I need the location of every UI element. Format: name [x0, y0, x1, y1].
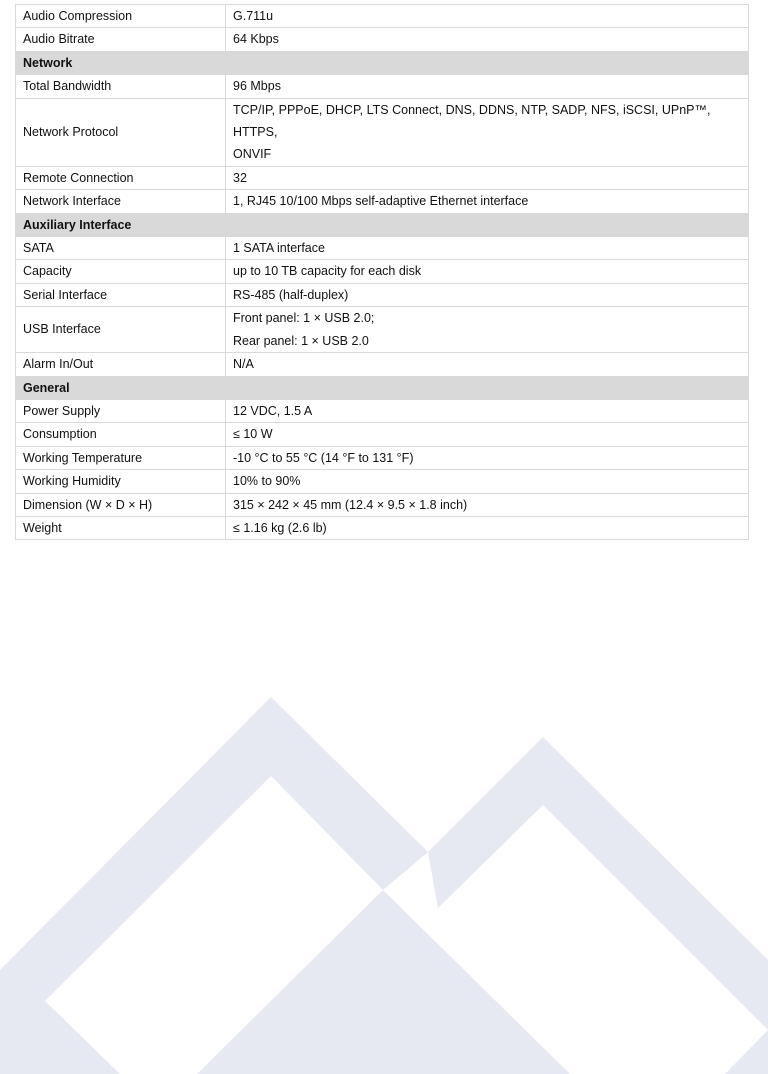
spec-table — [15, 4, 749, 540]
spec-value-line: ONVIF — [233, 147, 272, 162]
spec-label: Working Humidity — [16, 470, 226, 493]
spec-label: Network Interface — [16, 190, 226, 213]
table-row — [16, 470, 749, 493]
spec-label: Audio Compression — [16, 5, 226, 28]
spec-value: 64 Kbps — [226, 28, 749, 51]
spec-value: RS-485 (half-duplex) — [226, 283, 749, 306]
spec-label: Serial Interface — [16, 283, 226, 306]
table-row — [16, 237, 749, 260]
spec-label: Network Protocol — [16, 98, 226, 166]
table-row — [16, 260, 749, 283]
spec-label: Total Bandwidth — [16, 75, 226, 98]
spec-value: 96 Mbps — [226, 75, 749, 98]
spec-value-line: TCP/IP, PPPoE, DHCP, LTS Connect, DNS, DDNS, NTP, SADP, NFS, iSCSI, UPnP™, HTTPS, — [233, 102, 711, 140]
spec-value: up to 10 TB capacity for each disk — [226, 260, 749, 283]
table-row — [16, 283, 749, 306]
section-header-row — [16, 213, 749, 236]
spec-value — [226, 307, 749, 353]
spec-label: Consumption — [16, 423, 226, 446]
spec-label: Remote Connection — [16, 166, 226, 189]
table-row — [16, 516, 749, 539]
section-title: General — [16, 376, 749, 399]
section-title: Auxiliary Interface — [16, 213, 749, 236]
spec-value — [226, 98, 749, 166]
section-title: Network — [16, 51, 749, 74]
table-row — [16, 166, 749, 189]
section-header-row — [16, 376, 749, 399]
spec-value: 12 VDC, 1.5 A — [226, 399, 749, 422]
spec-label: Working Temperature — [16, 446, 226, 469]
spec-value-line: Front panel: 1 × USB 2.0; — [233, 311, 375, 326]
table-row — [16, 493, 749, 516]
spec-value: -10 °C to 55 °C (14 °F to 131 °F) — [226, 446, 749, 469]
spec-value-line: Rear panel: 1 × USB 2.0 — [233, 333, 369, 348]
spec-label: USB Interface — [16, 307, 226, 353]
spec-label: Alarm In/Out — [16, 353, 226, 376]
table-row — [16, 98, 749, 166]
spec-value: 10% to 90% — [226, 470, 749, 493]
spec-value: 1, RJ45 10/100 Mbps self-adaptive Ethernet interface — [226, 190, 749, 213]
spec-label: SATA — [16, 237, 226, 260]
spec-value: G.711u — [226, 5, 749, 28]
table-row — [16, 353, 749, 376]
spec-label: Capacity — [16, 260, 226, 283]
spec-label: Audio Bitrate — [16, 28, 226, 51]
spec-label: Weight — [16, 516, 226, 539]
table-row — [16, 5, 749, 28]
table-row — [16, 307, 749, 353]
spec-value: N/A — [226, 353, 749, 376]
table-row — [16, 446, 749, 469]
table-row — [16, 399, 749, 422]
table-row — [16, 75, 749, 98]
spec-value: 315 × 242 × 45 mm (12.4 × 9.5 × 1.8 inch) — [226, 493, 749, 516]
spec-value: ≤ 1.16 kg (2.6 lb) — [226, 516, 749, 539]
table-row — [16, 28, 749, 51]
table-row — [16, 190, 749, 213]
section-header-row — [16, 51, 749, 74]
spec-value: 1 SATA interface — [226, 237, 749, 260]
table-row — [16, 423, 749, 446]
spec-label: Dimension (W × D × H) — [16, 493, 226, 516]
spec-label: Power Supply — [16, 399, 226, 422]
spec-value: 32 — [226, 166, 749, 189]
spec-value: ≤ 10 W — [226, 423, 749, 446]
